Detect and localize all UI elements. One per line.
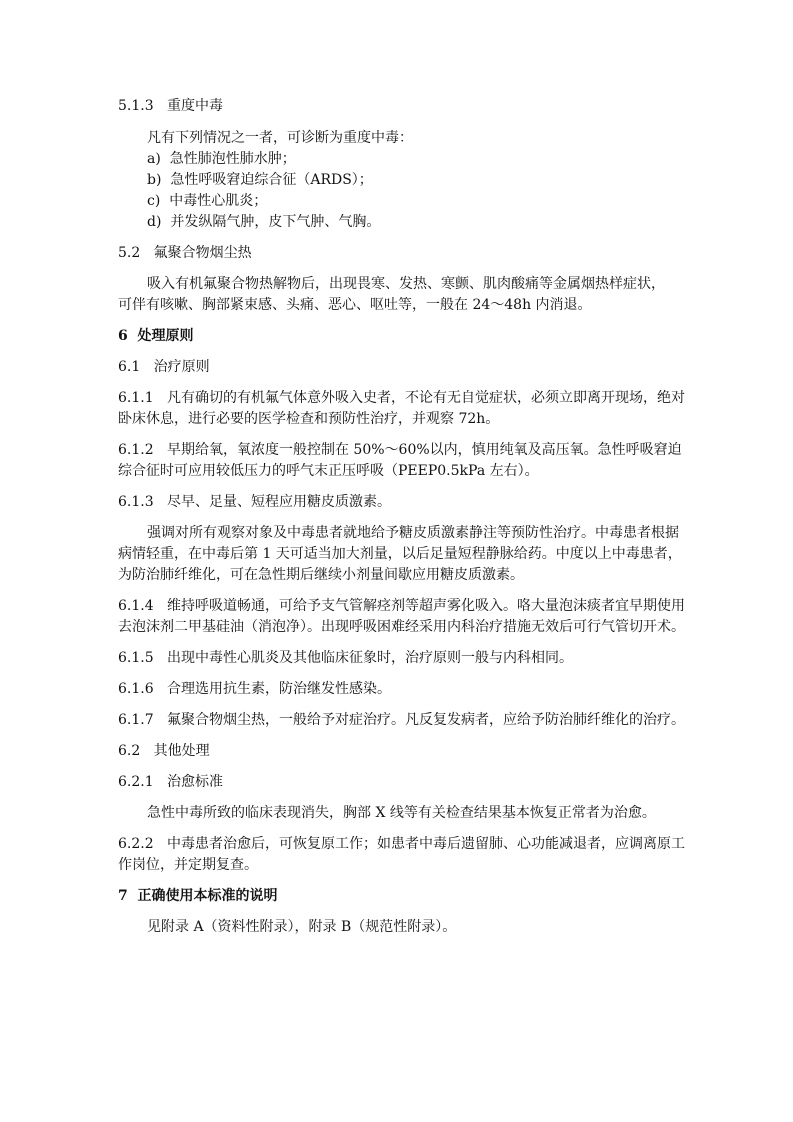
section-heading-5-1-3 [118,96,223,117]
clause-number: 6.1.2 [118,442,154,458]
list-item-text: 中毒性心肌炎； [169,193,268,209]
section-heading-5-2 [118,243,252,264]
list-item-text: 并发纵隔气肿，皮下气肿、气胸。 [170,214,381,230]
section-title: 氟聚合物烟尘热 [153,245,252,261]
paragraph-line: 为防治肺纤维化，可在急性期后继续小剂量间歇应用糖皮质激素。 [118,567,524,583]
paragraph-line: 卧床休息，进行必要的医学检查和预防性治疗，并观察 72h。 [118,411,500,427]
section-number: 5.2 [118,245,141,261]
list-item [147,170,373,191]
paragraph: 见附录 A（资料性附录），附录 B（规范性附录）。 [147,919,457,935]
paragraph-line: 可伴有咳嗽、胸部紧束感、头痛、恶心、呕吐等，一般在 24～48h 内消退。 [118,297,592,313]
section-title: 治愈标准 [166,774,223,790]
chapter-title: 正确使用本标准的说明 [137,888,278,904]
list-item [147,149,296,170]
chapter-number: 7 [118,888,128,904]
section-title: 其他处理 [153,743,210,759]
paragraph: 凡有下列情况之一者，可诊断为重度中毒： [147,130,413,146]
clause-6-1-1-line [118,388,685,409]
paragraph-line: 去泡沫剂二甲基硅油（消泡净）。出现呼吸困难经采用内科治疗措施无效后可行气管切开术。 [118,619,685,635]
clause-text: 早期给氧，氧浓度一般控制在 50%～60%以内，慎用纯氧及高压氧。急性呼吸窘迫 [166,442,682,458]
paragraph: 急性中毒所致的临床表现消失，胸部 X 线等有关检查结果基本恢复正常者为治愈。 [147,805,656,821]
clause-text: 凡有确切的有机氟气体意外吸入史者，不论有无自觉症状，必须立即离开现场，绝对 [166,390,685,406]
chapter-title: 处理原则 [137,328,194,344]
list-marker: b) [147,172,162,188]
paragraph-line: 强调对所有观察对象及中毒患者就地给予糖皮质激素静注等预防性治疗。中毒患者根据 [147,525,679,541]
clause-text: 出现中毒性心肌炎及其他临床征象时，治疗原则一般与内科相同。 [166,650,573,666]
list-item-text: 急性呼吸窘迫综合征（ARDS）； [170,172,373,188]
clause-text: 维持呼吸道畅通，可给予支气管解痉剂等超声雾化吸入。咯大量泡沫痰者宜早期使用 [166,598,685,614]
clause-6-1-7-line [118,710,685,731]
clause-6-1-4-line [118,596,685,617]
clause-text: 合理选用抗生素，防治继发性感染。 [166,681,391,697]
section-number: 5.1.3 [118,98,154,114]
list-marker: c) [147,193,161,209]
clause-6-2-2-line [118,834,685,855]
list-marker: d) [147,214,162,230]
list-item-text: 急性肺泡性肺水肿； [169,151,296,167]
clause-number: 6.1.7 [118,712,154,728]
chapter-number: 6 [118,328,128,344]
section-title: 治疗原则 [153,359,210,375]
clause-6-1-6-line [118,679,391,700]
list-item [147,212,380,233]
paragraph-line: 综合征时可应用较低压力的呼气末正压呼吸（PEEP0.5kPa 左右）。 [118,463,539,479]
clause-number: 6.1.5 [118,650,154,666]
section-number: 6.1 [118,359,141,375]
section-number: 6.2.1 [118,774,154,790]
clause-number: 6.1.4 [118,598,154,614]
section-title: 重度中毒 [166,98,223,114]
clause-title: 尽早、足量、短程应用糖皮质激素。 [166,494,391,510]
section-heading-6-1 [118,357,210,378]
clause-number: 6.2.2 [118,836,154,852]
paragraph-line: 作岗位，并定期复查。 [118,857,258,873]
paragraph-line: 病情轻重，在中毒后第 1 天可适当加大剂量，以后足量短程静脉给药。中度以上中毒患者， [118,546,682,562]
clause-number: 6.1.1 [118,390,154,406]
clause-6-1-3-line [118,492,391,513]
list-item [147,191,267,212]
clause-number: 6.1.6 [118,681,154,697]
section-heading-6-2-1 [118,772,223,793]
clause-6-1-5-line [118,648,573,669]
clause-number: 6.1.3 [118,494,154,510]
section-number: 6.2 [118,743,141,759]
chapter-heading-6 [118,326,194,347]
section-heading-6-2 [118,741,210,762]
clause-text: 中毒患者治愈后，可恢复原工作；如患者中毒后遗留肺、心功能减退者，应调离原工 [166,836,685,852]
clause-6-1-2-line [118,440,682,461]
clause-text: 氟聚合物烟尘热，一般给予对症治疗。凡反复发病者，应给予防治肺纤维化的治疗。 [166,712,685,728]
list-marker: a) [147,151,161,167]
paragraph-line: 吸入有机氟聚合物热解物后，出现畏寒、发热、寒颤、肌肉酸痛等金属烟热样症状， [147,276,665,292]
chapter-heading-7 [118,886,278,907]
